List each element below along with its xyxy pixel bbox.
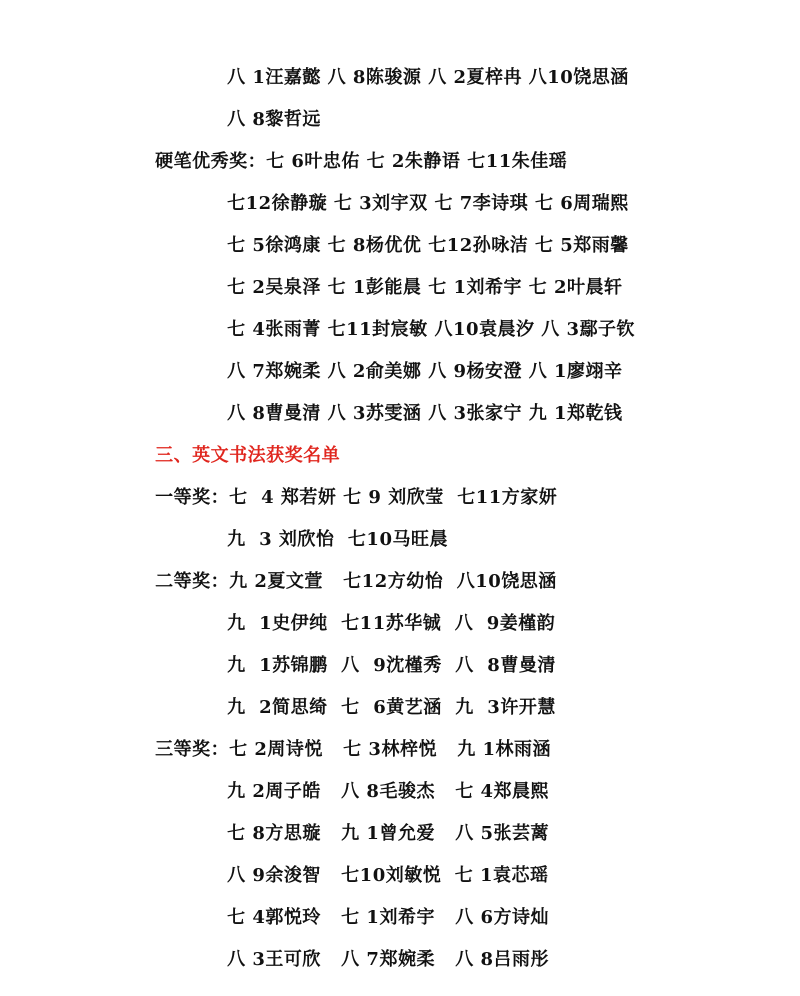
section-heading-text: 三、英文书法获奖名单: [155, 445, 341, 466]
award-category-label: 一等奖：: [155, 487, 230, 508]
award-entries: 九 2夏文萱 七12方幼怡 八10饶思涵: [229, 571, 557, 592]
award-entries: 七 4郭悦玲 七 1刘希宇 八 6方诗灿: [227, 907, 550, 928]
award-entries: 七 8方思璇 九 1曾允爱 八 5张芸蓠: [227, 823, 550, 844]
award-entries: 七 2吴泉泽 七 1彭能晨 七 1刘希宇 七 2叶晨轩: [227, 277, 623, 298]
award-entries: 八 3王可欣 八 7郑婉柔 八 8吕雨彤: [227, 949, 550, 970]
award-entries: 九 1史伊纯 七11苏华铖 八 9姜槿韵: [227, 613, 556, 634]
award-entries: 七 6叶忠佑 七 2朱静语 七11朱佳瑶: [266, 151, 568, 172]
award-list-line: [200, 924, 549, 996]
award-category-label: 硬笔优秀奖：: [155, 151, 267, 172]
award-entries: 八 7郑婉柔 八 2俞美娜 八 9杨安澄 八 1廖翊辛: [227, 361, 623, 382]
award-entries: 七 4 郑若妍 七 9 刘欣莹 七11方家妍: [229, 487, 558, 508]
award-entries: 八 8曹曼清 八 3苏雯涵 八 3张家宁 九 1郑乾钱: [227, 403, 623, 424]
award-entries: 九 2简思绮 七 6黄艺涵 九 3许开慧: [227, 697, 556, 718]
award-entries: 七 4张雨菁 七11封宸敏 八10袁晨汐 八 3鄢子钦: [227, 319, 636, 340]
award-entries: 九 2周子皓 八 8毛骏杰 七 4郑晨熙: [227, 781, 550, 802]
award-entries: 七 2周诗悦 七 3林梓悦 九 1林雨涵: [229, 739, 552, 760]
award-entries: 八 9余浚智 七10刘敏悦 七 1袁芯瑶: [227, 865, 549, 886]
award-entries: 九 1苏锦鹏 八 9沈槿秀 八 8曹曼清: [227, 655, 556, 676]
award-entries: 八 1汪嘉懿 八 8陈骏源 八 2夏梓冉 八10饶思涵: [227, 67, 629, 88]
award-category-label: 三等奖：: [155, 739, 230, 760]
award-entries: 七12徐静璇 七 3刘宇双 七 7李诗琪 七 6周瑞熙: [227, 193, 629, 214]
award-entries: 七 5徐鸿康 七 8杨优优 七12孙咏洁 七 5郑雨馨: [227, 235, 629, 256]
award-category-label: 二等奖：: [155, 571, 230, 592]
award-entries: 八 8黎哲远: [227, 109, 321, 130]
award-entries: 九 3 刘欣怡 七10马旺晨: [227, 529, 448, 550]
